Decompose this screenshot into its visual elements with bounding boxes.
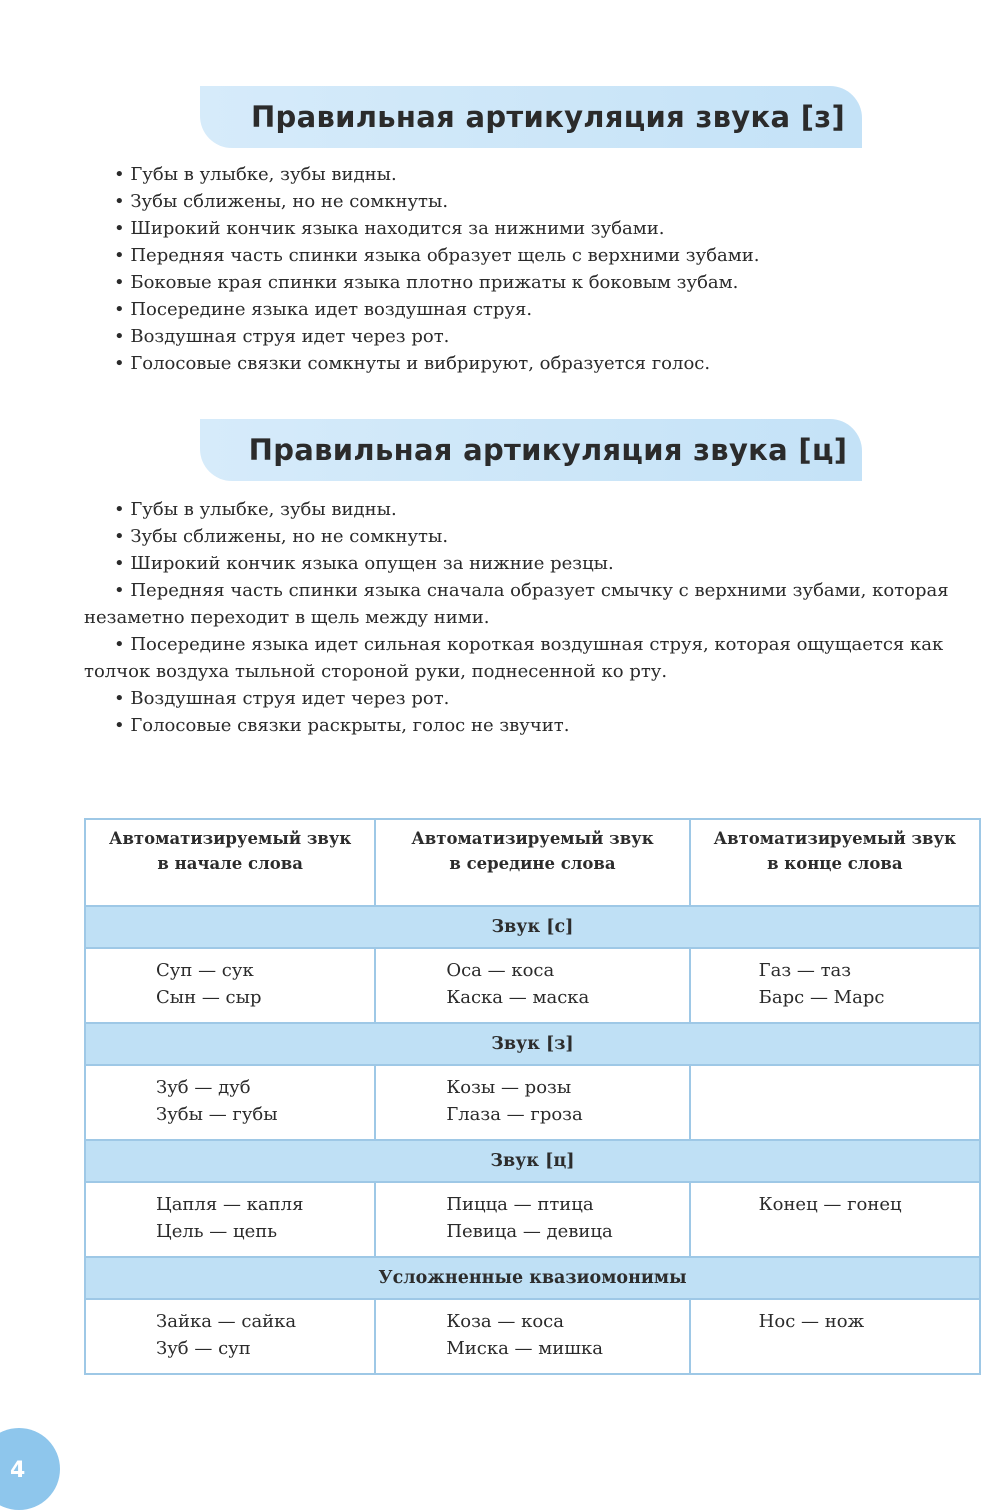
cell-start: Цапля — капля Цель — цепь [85, 1182, 375, 1257]
list-item: • Губы в улыбке, зубы видны. [84, 496, 984, 523]
cell-end: Нос — нож [690, 1299, 980, 1374]
table-row [85, 1182, 980, 1257]
header-middle: Автоматизируемый звук в середине слова [375, 819, 689, 906]
section-ts-title: Правильная артикуляция звука [ц] [248, 433, 848, 467]
cell-middle: Козы — розы Глаза — гроза [375, 1065, 689, 1140]
cell-start: Зайка — сайка Зуб — суп [85, 1299, 375, 1374]
page-number: 4 [10, 1458, 26, 1483]
section-ts-list [84, 496, 984, 739]
list-item: • Широкий кончик языка опущен за нижние резцы. [84, 550, 984, 577]
list-item: • Зубы сближены, но не сомкнуты. [84, 188, 984, 215]
table-row [85, 1299, 980, 1374]
table-row [85, 1065, 980, 1140]
section-title: Звук [с] [85, 906, 980, 948]
list-item: • Боковые края спинки языка плотно прижаты к боковым зубам. [84, 269, 984, 296]
list-item: • Передняя часть спинки языка образует щель с верхними зубами. [84, 242, 984, 269]
table-row [85, 948, 980, 1023]
section-z-list [84, 161, 984, 377]
list-item: • Широкий кончик языка находится за нижними зубами. [84, 215, 984, 242]
table-section-row [85, 1023, 980, 1065]
cell-middle: Оса — коса Каска — маска [375, 948, 689, 1023]
list-item: • Губы в улыбке, зубы видны. [84, 161, 984, 188]
page-number-badge [0, 1428, 60, 1510]
list-item: • Голосовые связки сомкнуты и вибрируют, образуется голос. [84, 350, 984, 377]
cell-end [690, 1065, 980, 1140]
table-header-row [85, 819, 980, 906]
section-title: Звук [з] [85, 1023, 980, 1065]
section-z-title: Правильная артикуляция звука [з] [250, 100, 846, 134]
list-item: • Передняя часть спинки языка сначала образует смычку с верхними зубами, которая незаметно переходит в щель между ними. [84, 577, 984, 631]
list-item: • Зубы сближены, но не сомкнуты. [84, 523, 984, 550]
list-item: • Воздушная струя идет через рот. [84, 323, 984, 350]
section-title: Усложненные квазиомонимы [85, 1257, 980, 1299]
list-item: • Воздушная струя идет через рот. [84, 685, 984, 712]
cell-end: Конец — гонец [690, 1182, 980, 1257]
cell-middle: Пицца — птица Певица — девица [375, 1182, 689, 1257]
cell-middle: Коза — коса Миска — мишка [375, 1299, 689, 1374]
word-pairs-table [84, 818, 981, 1375]
list-item: • Посередине языка идет воздушная струя. [84, 296, 984, 323]
section-z-banner [200, 86, 862, 148]
section-ts-banner [200, 419, 862, 481]
table-section-row [85, 1140, 980, 1182]
cell-end: Газ — таз Барс — Марс [690, 948, 980, 1023]
header-start: Автоматизируемый звук в начале слова [85, 819, 375, 906]
table-section-row [85, 1257, 980, 1299]
list-item: • Посередине языка идет сильная короткая воздушная струя, которая ощущается как толчок воздуха тыльной стороной руки, поднесенной ко рту. [84, 631, 984, 685]
header-end: Автоматизируемый звук в конце слова [690, 819, 980, 906]
cell-start: Суп — сук Сын — сыр [85, 948, 375, 1023]
cell-start: Зуб — дуб Зубы — губы [85, 1065, 375, 1140]
table-section-row [85, 906, 980, 948]
section-title: Звук [ц] [85, 1140, 980, 1182]
list-item: • Голосовые связки раскрыты, голос не звучит. [84, 712, 984, 739]
